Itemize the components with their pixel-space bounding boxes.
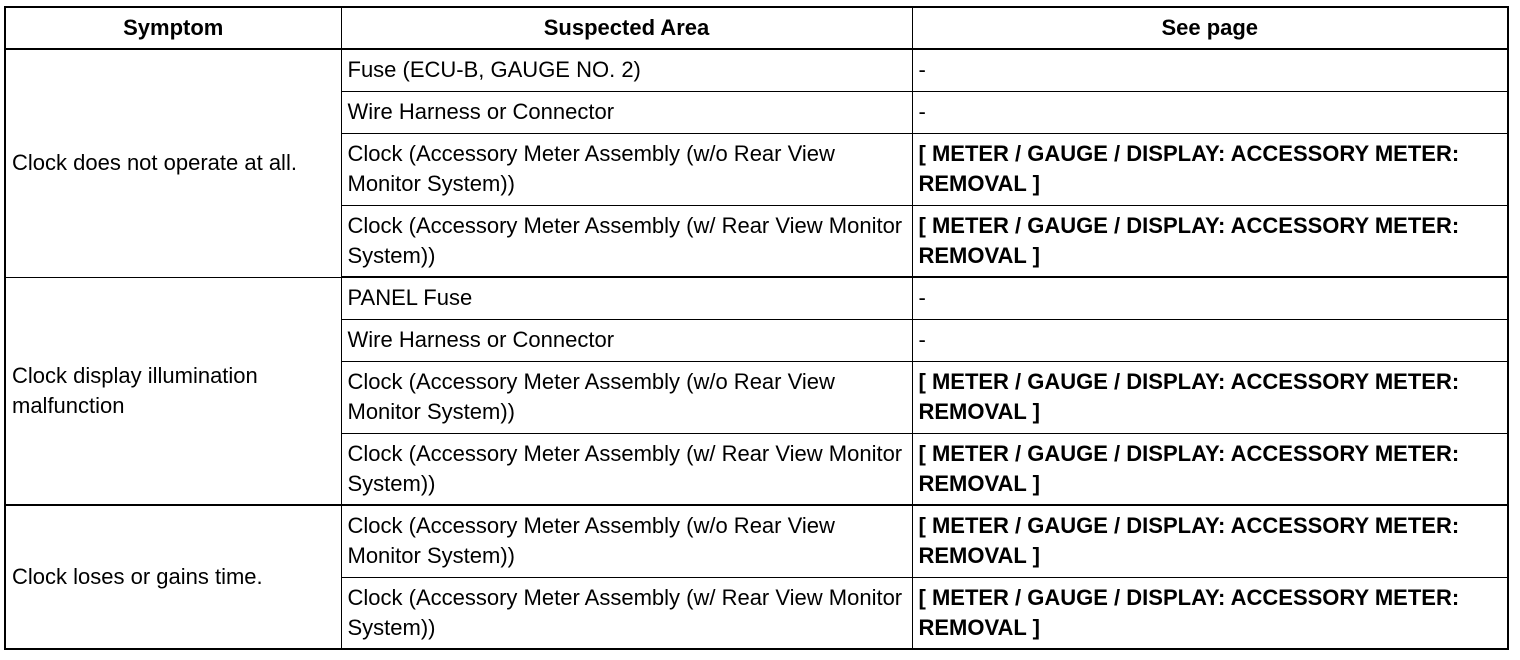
- troubleshooting-table-wrapper: [4, 6, 1507, 650]
- troubleshooting-table: [4, 6, 1509, 650]
- suspected-area-cell: Clock (Accessory Meter Assembly (w/ Rear View Monitor System)): [341, 577, 912, 649]
- table-row: [5, 49, 1508, 91]
- see-page-cell: -: [912, 91, 1508, 133]
- see-page-cell: -: [912, 49, 1508, 91]
- suspected-area-cell: PANEL Fuse: [341, 277, 912, 319]
- suspected-area-cell: Wire Harness or Connector: [341, 91, 912, 133]
- suspected-area-cell: Clock (Accessory Meter Assembly (w/o Rear View Monitor System)): [341, 505, 912, 577]
- suspected-area-cell: Clock (Accessory Meter Assembly (w/o Rear View Monitor System)): [341, 361, 912, 433]
- header-see-page: See page: [912, 7, 1508, 49]
- suspected-area-cell: Fuse (ECU-B, GAUGE NO. 2): [341, 49, 912, 91]
- see-page-link[interactable]: [ METER / GAUGE / DISPLAY: ACCESSORY METER: REMOVAL ]: [912, 133, 1508, 205]
- symptom-cell: Clock display illumination malfunction: [5, 277, 341, 505]
- see-page-link[interactable]: [ METER / GAUGE / DISPLAY: ACCESSORY METER: REMOVAL ]: [912, 577, 1508, 649]
- symptom-cell: Clock loses or gains time.: [5, 505, 341, 649]
- suspected-area-cell: Clock (Accessory Meter Assembly (w/ Rear View Monitor System)): [341, 433, 912, 505]
- table-row: [5, 277, 1508, 319]
- header-suspected-area: Suspected Area: [341, 7, 912, 49]
- see-page-link[interactable]: [ METER / GAUGE / DISPLAY: ACCESSORY METER: REMOVAL ]: [912, 361, 1508, 433]
- header-row: [5, 7, 1508, 49]
- see-page-link[interactable]: [ METER / GAUGE / DISPLAY: ACCESSORY METER: REMOVAL ]: [912, 505, 1508, 577]
- symptom-cell: Clock does not operate at all.: [5, 49, 341, 277]
- table-row: [5, 505, 1508, 577]
- suspected-area-cell: Clock (Accessory Meter Assembly (w/ Rear View Monitor System)): [341, 205, 912, 277]
- suspected-area-cell: Clock (Accessory Meter Assembly (w/o Rear View Monitor System)): [341, 133, 912, 205]
- see-page-link[interactable]: [ METER / GAUGE / DISPLAY: ACCESSORY METER: REMOVAL ]: [912, 433, 1508, 505]
- header-symptom: Symptom: [5, 7, 341, 49]
- see-page-link[interactable]: [ METER / GAUGE / DISPLAY: ACCESSORY METER: REMOVAL ]: [912, 205, 1508, 277]
- see-page-cell: -: [912, 277, 1508, 319]
- see-page-cell: -: [912, 319, 1508, 361]
- suspected-area-cell: Wire Harness or Connector: [341, 319, 912, 361]
